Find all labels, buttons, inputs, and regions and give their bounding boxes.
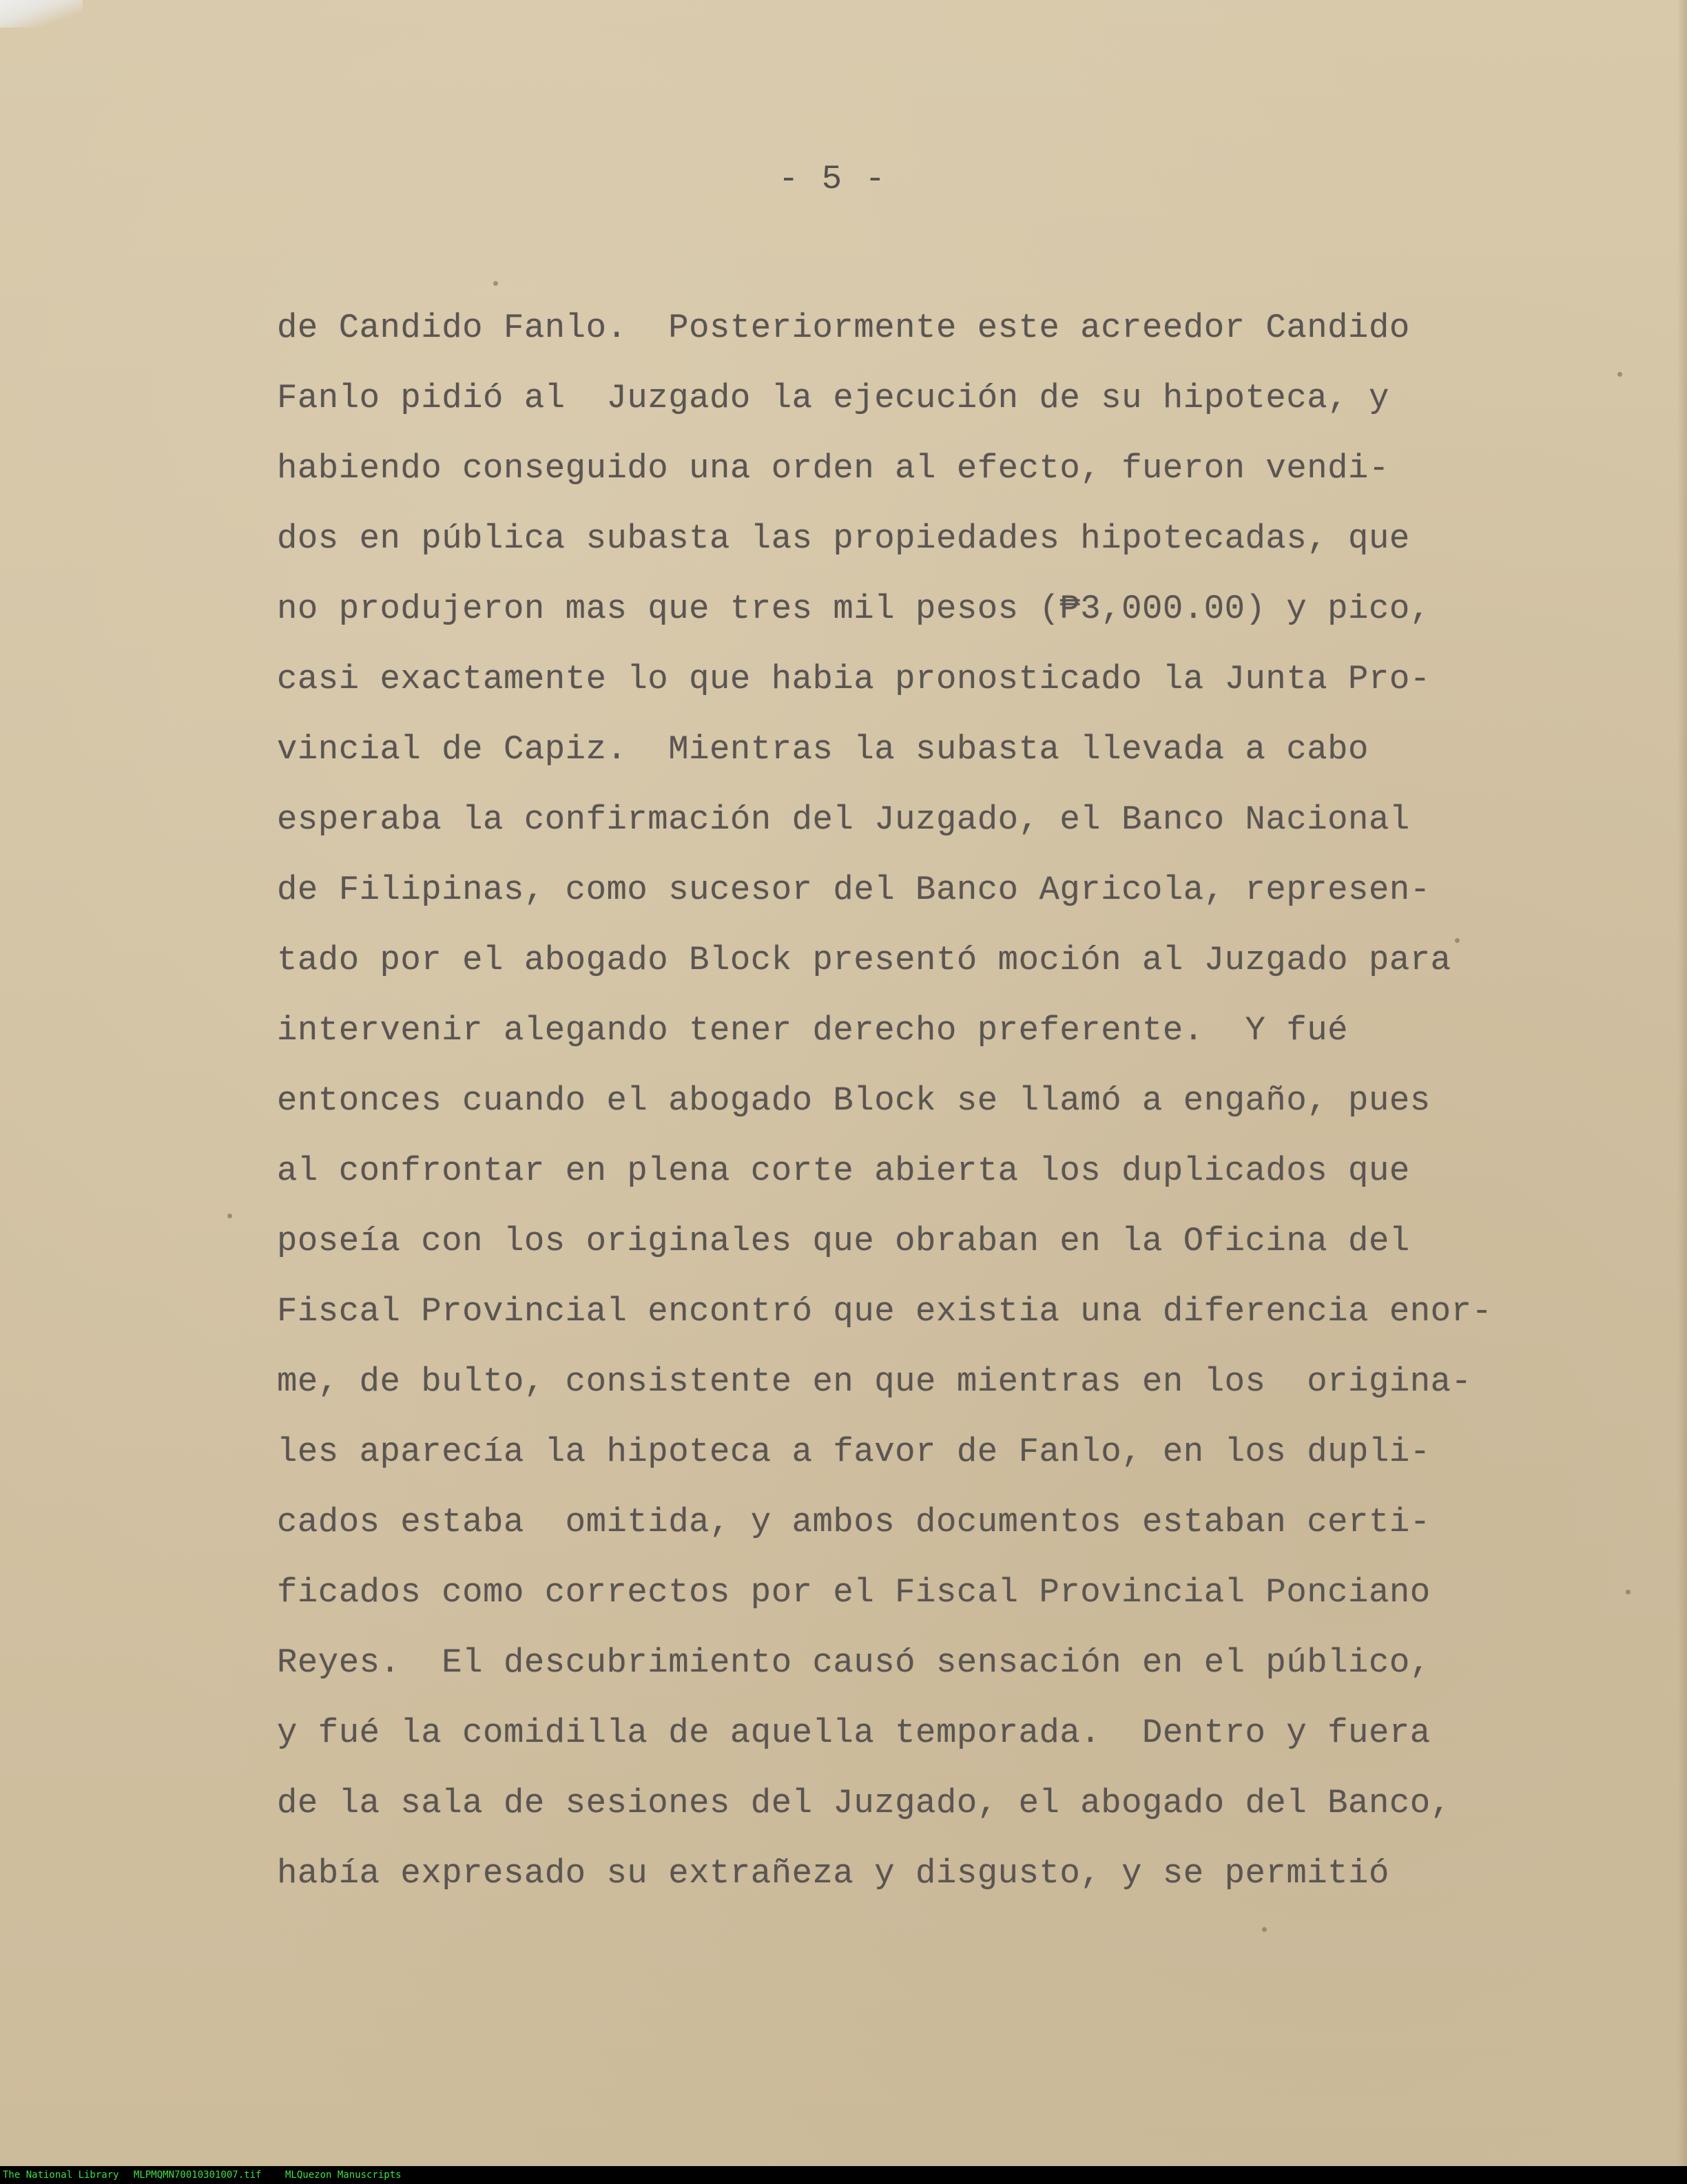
text-line: me, de bulto, consistente en que mientras en los origina- — [277, 1362, 1472, 1401]
text-line: de la sala de sesiones del Juzgado, el abogado del Banco, — [277, 1784, 1451, 1822]
text-line: tado por el abogado Block presentó moción al Juzgado para — [277, 941, 1451, 979]
text-line: dos en pública subasta las propiedades hipotecadas, que — [277, 519, 1410, 558]
text-line: poseía con los originales que obraban en la Oficina del — [277, 1222, 1410, 1260]
text-line: y fué la comidilla de aquella temporada. Dentro y fuera — [277, 1714, 1431, 1752]
text-line: Fiscal Provincial encontró que existia una diferencia enor- — [277, 1292, 1493, 1331]
text-line: de Filipinas, como sucesor del Banco Agricola, represen- — [277, 871, 1431, 909]
text-line: había expresado su extrañeza y disgusto, y se permitió — [277, 1854, 1389, 1893]
paper-speck — [227, 1214, 232, 1218]
text-line: habiendo conseguido una orden al efecto, fueron vendi- — [277, 449, 1389, 488]
paper-speck — [1262, 1927, 1267, 1932]
text-line: casi exactamente lo que habia pronosticado la Junta Pro- — [277, 660, 1431, 698]
paper-speck — [1617, 372, 1622, 377]
text-line: de Candido Fanlo. Posteriormente este acreedor Candido — [277, 309, 1410, 347]
text-line: ficados como correctos por el Fiscal Provincial Ponciano — [277, 1573, 1431, 1612]
text-line: intervenir alegando tener derecho preferente. Y fué — [277, 1011, 1349, 1050]
paper-speck — [1626, 1590, 1631, 1594]
archive-footer — [0, 2166, 1687, 2184]
footer-filename: MLPMQMN70010301007.tif — [134, 2170, 262, 2181]
typed-text-body — [277, 303, 1492, 1919]
text-line: al confrontar en plena corte abierta los duplicados que — [277, 1152, 1410, 1190]
text-line: esperaba la confirmación del Juzgado, el Banco Nacional — [277, 800, 1410, 839]
text-line: cados estaba omitida, y ambos documentos estaban certi- — [277, 1503, 1431, 1541]
paper-speck — [1455, 938, 1460, 943]
footer-collection: MLQuezon Manuscripts — [285, 2170, 402, 2181]
text-line: Fanlo pidió al Juzgado la ejecución de su hipoteca, y — [277, 379, 1389, 417]
paper-speck — [493, 281, 498, 286]
text-line: les aparecía la hipoteca a favor de Fanlo, en los dupli- — [277, 1433, 1431, 1471]
torn-corner — [0, 0, 83, 28]
page-number: - 5 - — [778, 160, 887, 198]
page-edge-shadow — [1677, 0, 1687, 2166]
text-line: no produjeron mas que tres mil pesos (₱3,000.00) y pico, — [277, 590, 1431, 628]
text-line: Reyes. El descubrimiento causó sensación en el público, — [277, 1643, 1431, 1682]
text-line: entonces cuando el abogado Block se llamó a engaño, pues — [277, 1081, 1431, 1120]
footer-library: The National Library — [3, 2170, 119, 2181]
text-line: vincial de Capiz. Mientras la subasta llevada a cabo — [277, 730, 1369, 769]
